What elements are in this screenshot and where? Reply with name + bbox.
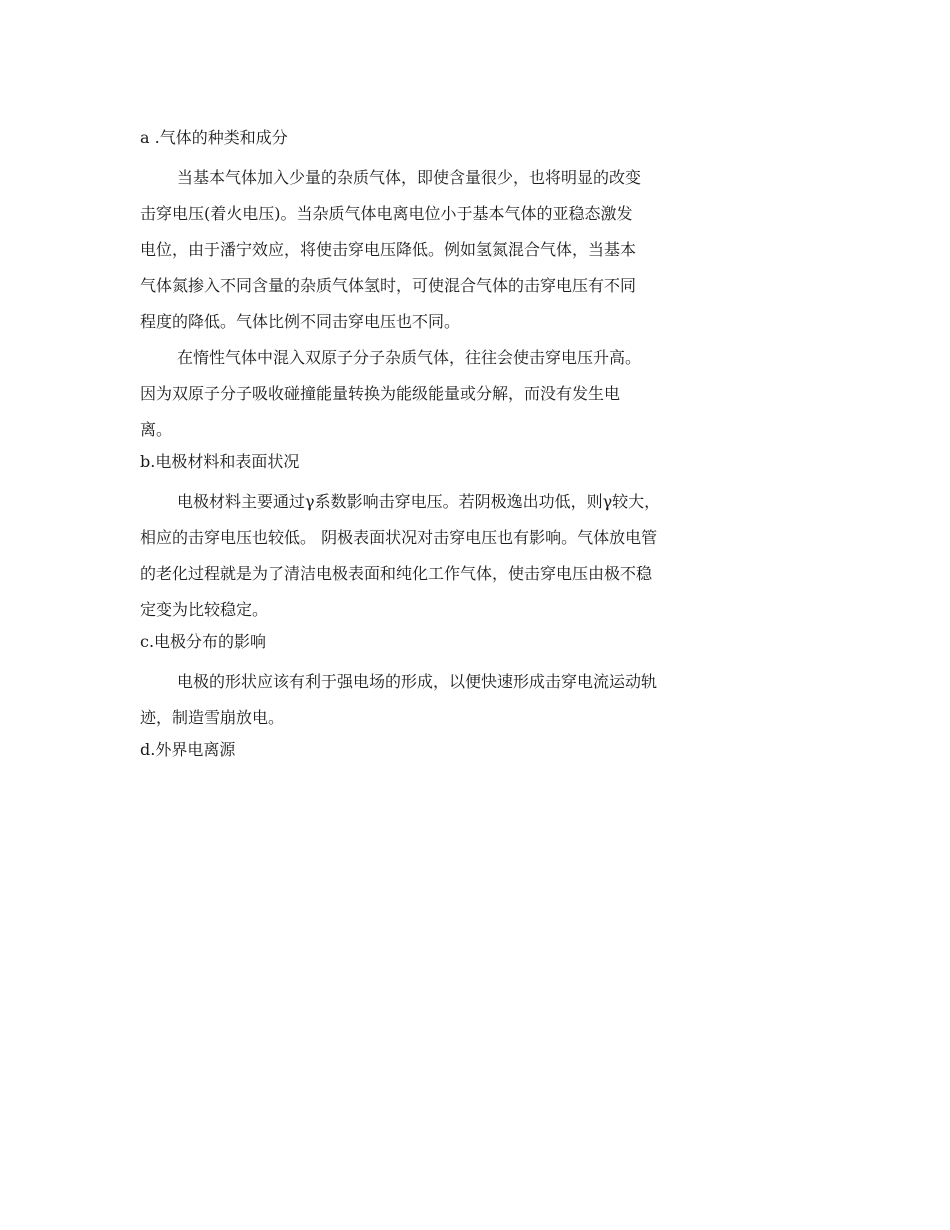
document-body (140, 124, 750, 772)
text-line: 击穿电压(着火电压)。当杂质气体电离电位小于基本气体的亚稳态激发 (140, 204, 633, 223)
section-heading: a .气体的种类和成分 (140, 128, 288, 147)
section-gas-type (140, 124, 750, 448)
text-line: 定变为比较稳定。 (140, 600, 269, 619)
section-electrode-distribution (140, 628, 750, 736)
paragraph (140, 340, 750, 448)
text-line: 当基本气体加入少量的杂质气体，即使含量很少，也将明显的改变 (177, 168, 642, 187)
section-electrode-material (140, 448, 750, 628)
section-heading: c.电极分布的影响 (140, 632, 267, 651)
text-line: 离。 (140, 420, 173, 439)
paragraph (140, 664, 750, 736)
section-external-ionization (140, 736, 750, 772)
text-line: 电极的形状应该有利于强电场的形成，以便快速形成击穿电流运动轨 (177, 672, 658, 691)
text-line: 电位，由于潘宁效应，将使击穿电压降低。例如氢氮混合气体，当基本 (140, 240, 637, 259)
section-heading: d.外界电离源 (140, 740, 236, 759)
section-heading: b.电极材料和表面状况 (140, 452, 300, 471)
text-line: 的老化过程就是为了清洁电极表面和纯化工作气体，使击穿电压由极不稳 (140, 564, 653, 583)
paragraph (140, 160, 750, 340)
text-line: 程度的降低。气体比例不同击穿电压也不同。 (140, 312, 461, 331)
text-line: 气体氮掺入不同含量的杂质气体氢时，可使混合气体的击穿电压有不同 (140, 276, 637, 295)
text-line: 电极材料主要通过γ系数影响击穿电压。若阴极逸出功低，则γ较大， (177, 492, 661, 511)
text-line: 迹，制造雪崩放电。 (140, 708, 285, 727)
paragraph (140, 484, 750, 628)
text-line: 因为双原子分子吸收碰撞能量转换为能级能量或分解，而没有发生电 (140, 384, 621, 403)
text-line: 在惰性气体中混入双原子分子杂质气体，往往会使击穿电压升高。 (177, 348, 642, 367)
text-line: 相应的击穿电压也较低。 阴极表面状况对击穿电压也有影响。气体放电管 (140, 528, 658, 547)
